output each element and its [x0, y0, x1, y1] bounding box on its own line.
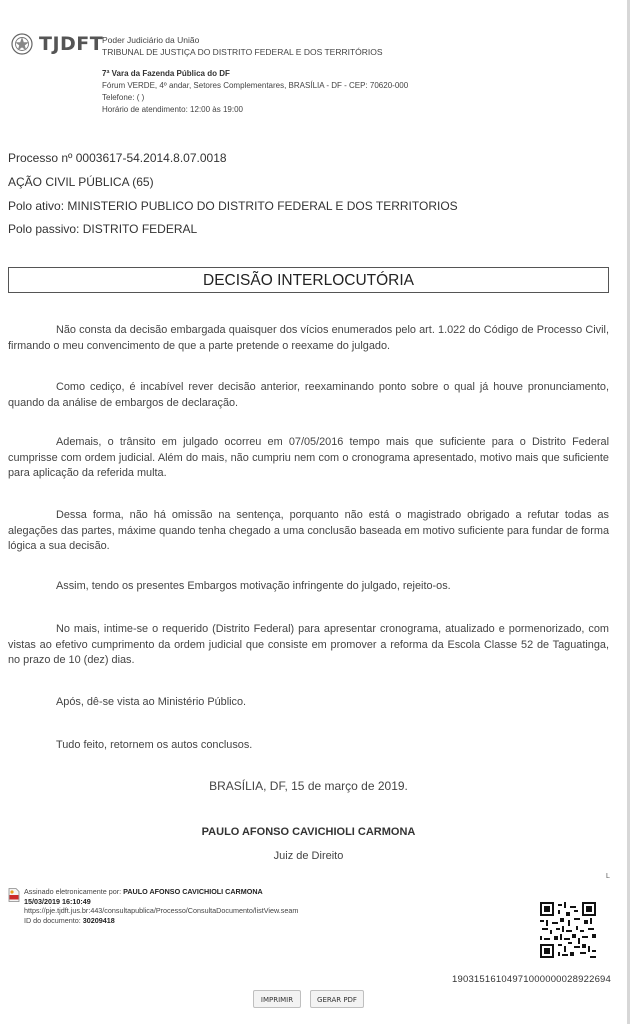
court-hours: Horário de atendimento: 12:00 às 19:00 [102, 105, 243, 114]
place-date: BRASÍLIA, DF, 15 de março de 2019. [209, 779, 408, 793]
generate-pdf-button[interactable]: GERAR PDF [310, 990, 364, 1008]
paragraph-7: Após, dê-se vista ao Ministério Público. [56, 696, 247, 708]
court-phone: Telefone: ( ) [102, 93, 145, 102]
electronic-signature [8, 886, 368, 932]
small-mark: L [606, 873, 610, 880]
signed-by-line [24, 887, 298, 897]
org-line1: Poder Judiciário da União [102, 35, 200, 45]
passive-party-value: DISTRITO FEDERAL [82, 222, 198, 236]
active-party [8, 199, 458, 213]
signed-by-label: Assinado eletronicamente por: [24, 887, 122, 896]
document-id-line [24, 916, 298, 926]
judge-role: Juiz de Direito [273, 850, 344, 862]
process-class: AÇÃO CIVIL PÚBLICA (65) [8, 175, 154, 189]
paragraph-1: Não consta da decisão embargada quaisquer dos vícios enumerados pelo art. 1.022 do Código de Processo Civil, firmando o meu convencimento de que a parte pretende o reexame do julgado. [8, 324, 609, 352]
print-button[interactable]: IMPRIMIR [253, 990, 301, 1008]
process-number: Processo nº 0003617-54.2014.8.07.0018 [8, 151, 227, 165]
verification-url[interactable]: https://pje.tjdft.jus.br:443/consultapublica/Processo/ConsultaDocumento/listView.seam [24, 906, 299, 916]
document-id: 30209418 [82, 915, 115, 925]
organization-info [102, 34, 383, 58]
paragraph-3: Ademais, o trânsito em julgado ocorreu em 07/05/2016 tempo mais que suficiente para o Distrito Federal cumprisse com ordem judicial. Além do mais, não cumpriu nem com o cronograma apresentado, motivo mais que suficiente para aplicação da referida multa. [8, 436, 609, 479]
pdf-file-icon [8, 888, 20, 902]
passive-party [8, 222, 197, 236]
signature-timestamp: 15/03/2019 16:10:49 [24, 896, 91, 906]
judge-name: PAULO AFONSO CAVICHIOLI CARMONA [201, 826, 416, 838]
paragraph-2: Como cediço, é incabível rever decisão anterior, reexaminando ponto sobre o qual já houve pronunciamento, quando da análise de embargos de declaração. [8, 381, 609, 409]
document-title: DECISÃO INTERLOCUTÓRIA [8, 267, 609, 293]
signer-name: PAULO AFONSO CAVICHIOLI CARMONA [123, 887, 263, 896]
court-address: Fórum VERDE, 4º andar, Setores Complementares, BRASÍLIA - DF - CEP: 70620-000 [102, 81, 409, 90]
qr-code [540, 902, 596, 958]
active-party-value: MINISTERIO PUBLICO DO DISTRITO FEDERAL E DOS TERRITORIOS [67, 199, 458, 213]
barcode-number: 19031516104971000000028922694 [452, 974, 612, 985]
org-line2: TRIBUNAL DE JUSTIÇA DO DISTRITO FEDERAL E DOS TERRITÓRIOS [102, 47, 383, 57]
paragraph-6: No mais, intime-se o requerido (Distrito Federal) para apresentar cronograma, atualizado e pormenorizado, com vistas ao efetivo cumprimento da ordem judicial que consiste em promover a reforma da Escola Classe 52 de Taguatinga, no prazo de 10 (dez) dias. [8, 623, 609, 666]
paragraph-4: Dessa forma, não há omissão na sentença, porquanto não está o magistrado obrigado a refutar todas as alegações das partes, máxime quando tenha chegado a uma conclusão baseada em motivo suficiente para fundar de forma lógica a sua decisão. [8, 509, 609, 552]
paragraph-8: Tudo feito, retornem os autos conclusos. [56, 739, 253, 751]
document-id-label: ID do documento: [24, 915, 81, 925]
brand-name: TJDFT [39, 33, 104, 55]
court-info [102, 68, 408, 116]
coat-of-arms-icon [10, 32, 34, 56]
signature-details [24, 887, 298, 925]
court-name: 7ª Vara da Fazenda Pública do DF [102, 69, 230, 78]
paragraph-5: Assim, tendo os presentes Embargos motivação infringente do julgado, rejeito-os. [56, 580, 451, 592]
passive-party-label: Polo passivo: [8, 222, 80, 236]
active-party-label: Polo ativo: [8, 199, 65, 213]
